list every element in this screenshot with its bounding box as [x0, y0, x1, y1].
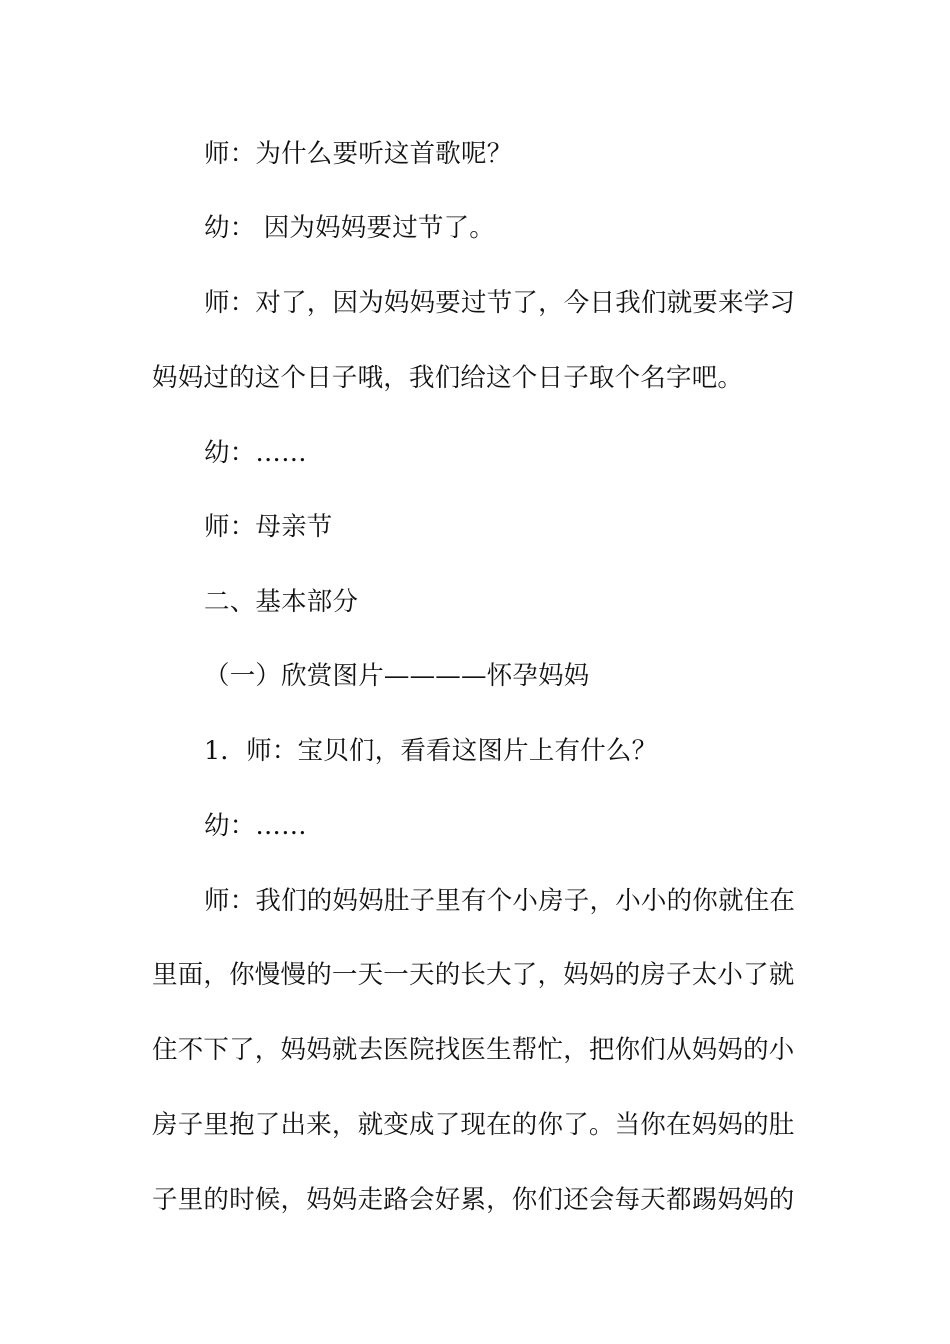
- subsection-heading: （一）欣赏图片————怀孕妈妈: [204, 661, 590, 691]
- paragraph-line: 住不下了，妈妈就去医院找医生帮忙，把你们从妈妈的小: [152, 1035, 795, 1065]
- paragraph-line: 师：对了，因为妈妈要过节了，今日我们就要来学习: [204, 288, 796, 318]
- paragraph-line: 房子里抱了出来，就变成了现在的你了。当你在妈妈的肚: [152, 1110, 795, 1140]
- section-heading: 二、基本部分: [204, 587, 359, 617]
- paragraph-line: 幼：……: [204, 811, 307, 841]
- paragraph-line: 里面，你慢慢的一天一天的长大了，妈妈的房子太小了就: [152, 960, 795, 990]
- paragraph-line: 师：我们的妈妈肚子里有个小房子，小小的你就住在: [204, 886, 796, 916]
- paragraph-line: 师：母亲节: [204, 512, 333, 542]
- paragraph-line: 妈妈过的这个日子哦，我们给这个日子取个名字吧。: [152, 363, 744, 393]
- paragraph-line: 幼：……: [204, 438, 307, 468]
- paragraph-line: 子里的时候，妈妈走路会好累，你们还会每天都踢妈妈的: [152, 1185, 795, 1215]
- paragraph-line: 1．师：宝贝们，看看这图片上有什么？: [204, 736, 658, 766]
- paragraph-line: 师：为什么要听这首歌呢？: [204, 139, 513, 169]
- paragraph-line: 幼： 因为妈妈要过节了。: [204, 213, 496, 243]
